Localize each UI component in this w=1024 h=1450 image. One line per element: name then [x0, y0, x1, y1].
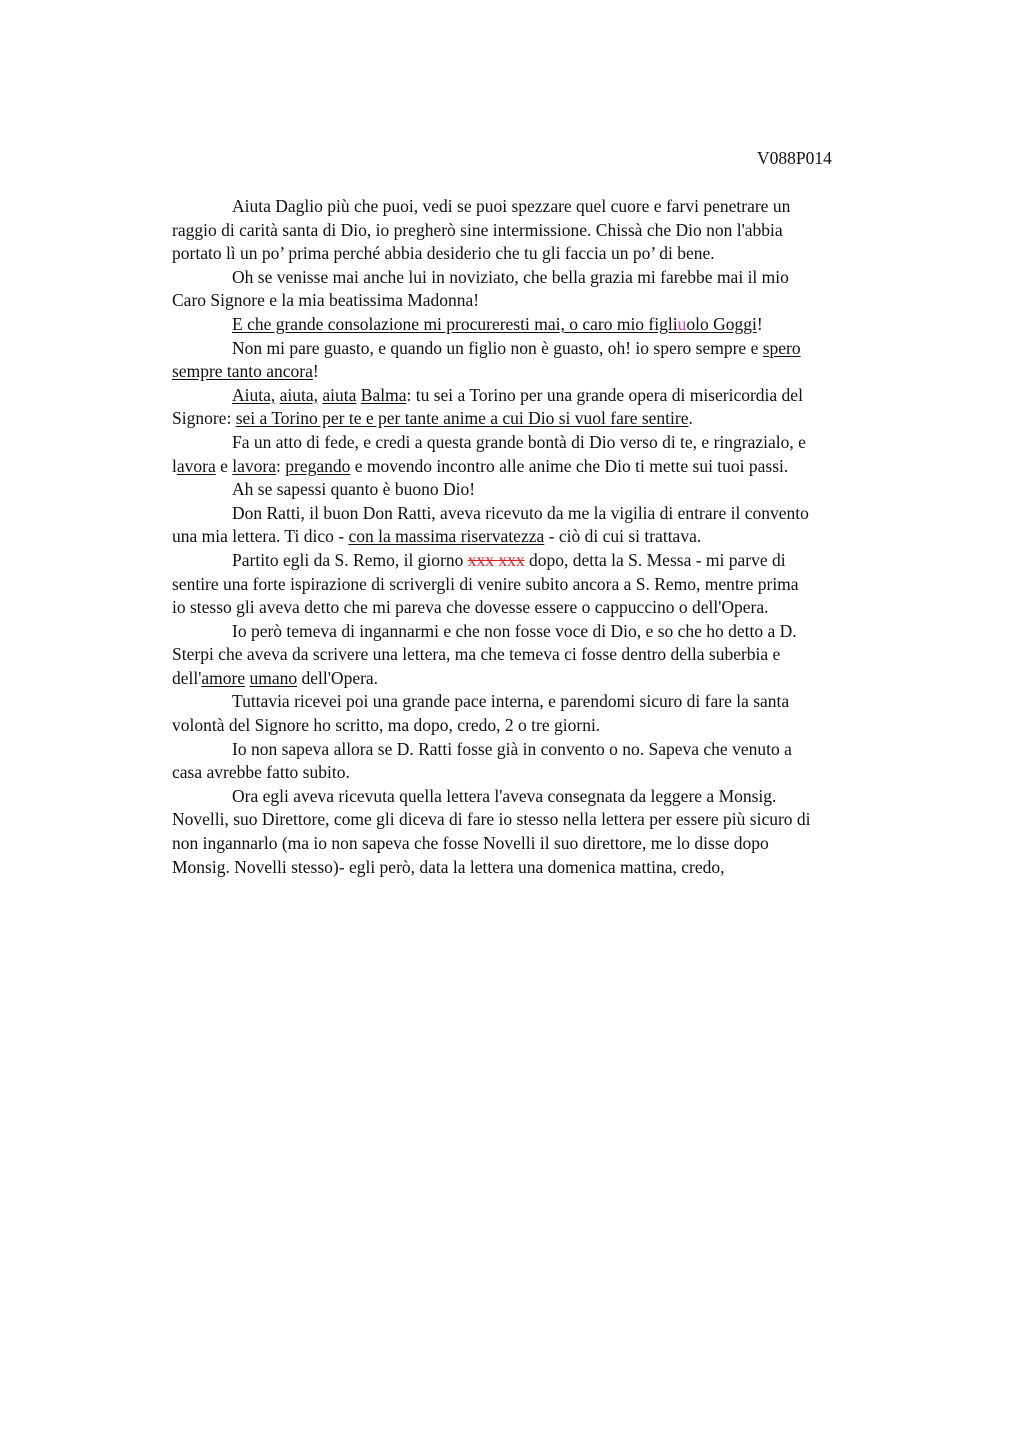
p5-underlined-b: aiuta, [279, 384, 319, 405]
p1-line-2: raggio di carità santa di Dio, io pregherò sine intermissione. Chissà che Dio non l'abbia [172, 219, 783, 240]
p4-text-a: Non mi pare guasto, e quando un figlio non è guasto, oh! io spero sempre e [232, 337, 763, 358]
p5-underlined-name: Balma [360, 384, 407, 405]
p3-inserted-letter: u [677, 313, 687, 334]
underlined-text [232, 314, 757, 334]
p10-text-d: dell'Opera. [297, 667, 379, 688]
p10-underlined-c: umano [249, 667, 298, 688]
p6-underlined-f: pregando [285, 455, 351, 476]
paragraph-4 [172, 337, 952, 384]
p6-text-c: e [215, 455, 233, 476]
paragraph-11 [172, 690, 952, 737]
letter-body [172, 195, 952, 879]
p5-text-f: Signore: [172, 408, 236, 429]
p1-line-1: Aiuta Daglio più che puoi, vedi se puoi spezzare quel cuore e farvi penetrare un [232, 196, 791, 216]
p6-line-1: Fa un atto di fede, e credi a questa grande bontà di Dio verso di te, e ringrazialo, e [232, 431, 806, 452]
p10-text-a: dell' [172, 667, 202, 688]
p5-underlined-g: sei a Torino per te e per tante anime a cui Dio si vuol fare sentire [235, 408, 689, 429]
p8-underlined-b: con la massima riservatezza [348, 526, 545, 547]
paragraph-13 [172, 785, 952, 879]
p11-line-1: Tuttavia ricevei poi una grande pace interna, e parendomi sicuro di fare la santa [232, 691, 790, 712]
p13-line-3: non ingannarlo (ma io non sapeva che fosse Novelli il suo direttore, me lo disse dopo [172, 833, 769, 854]
p9-line-3: io stesso gli aveva detto che mi pareva che dovesse essere o cappuccino o dell'Opera. [172, 597, 769, 618]
paragraph-6 [172, 431, 952, 478]
p10-underlined-b: amore [201, 667, 246, 688]
p5-punct: . [688, 408, 693, 429]
p3-text-c: olo Goggi [686, 313, 757, 334]
paragraph-7 [172, 478, 952, 502]
document-code: V088P014 [757, 148, 832, 168]
paragraph-3 [172, 313, 952, 337]
p2-line-1: Oh se venisse mai anche lui in noviziato, che bella grazia mi farebbe mai il mio [232, 266, 789, 287]
p6-text-a: l [172, 455, 177, 476]
p12-line-1: Io non sapeva allora se D. Ratti fosse già in convento o no. Sapeva che venuto a [232, 738, 792, 759]
p6-text-e: : [276, 455, 286, 476]
p9-text-a: Partito egli da S. Remo, il giorno [232, 549, 468, 570]
p11-line-2: volontà del Signore ho scritto, ma dopo, credo, 2 o tre giorni. [172, 715, 601, 736]
p10-line-2: Sterpi che aveva da scrivere una lettera, ma che temeva ci fosse dentro della suberbia e [172, 644, 781, 665]
paragraph-1 [172, 195, 952, 266]
p1-line-3: portato lì un po’ prima perché abbia desiderio che tu gli faccia un po’ di bene. [172, 243, 715, 264]
p8-line-1: Don Ratti, il buon Don Ratti, aveva ricevuto da me la vigilia di entrare il convento [232, 502, 809, 523]
paragraph-2 [172, 266, 952, 313]
p4-underlined-b: sempre tanto ancora [172, 361, 313, 382]
p4-punct: ! [312, 361, 319, 382]
p10-line-1: Io però temeva di ingannarmi e che non fosse voce di Dio, e so che ho detto a D. [232, 620, 797, 641]
p9-text-c: dopo, detta la S. Messa - mi parve di [524, 549, 786, 570]
p13-line-1: Ora egli aveva ricevuta quella lettera l'aveva consegnata da leggere a Monsig. [232, 785, 777, 806]
p3-text-a: E che grande consolazione mi procureresti mai, o caro mio figli [232, 313, 678, 334]
p2-line-2: Caro Signore e la mia beatissima Madonna! [172, 290, 480, 311]
paragraph-8 [172, 502, 952, 549]
p7-line: Ah se sapessi quanto è buono Dio! [232, 479, 476, 500]
p5-underlined-c: aiuta [322, 384, 357, 405]
p3-punct: ! [756, 313, 763, 334]
p13-line-2: Novelli, suo Direttore, come gli diceva di fare io stesso nella lettera per essere più sicuro di [172, 809, 811, 830]
p8-text-c: - ciò di cui si trattava. [544, 526, 702, 547]
p4-underlined-a: spero [762, 337, 801, 358]
p6-underlined-d: lavora [232, 455, 277, 476]
p5-underlined-a: Aiuta, [232, 384, 276, 405]
p6-underlined-b: avora [176, 455, 216, 476]
p6-text-g: e movendo incontro alle anime che Dio ti mette sui tuoi passi. [350, 455, 789, 476]
paragraph-10 [172, 620, 952, 691]
p13-line-4: Monsig. Novelli stesso)- egli però, data la lettera una domenica mattina, credo, [172, 856, 725, 877]
p12-line-2: casa avrebbe fatto subito. [172, 762, 350, 783]
p8-text-a: una mia lettera. Ti dico - [172, 526, 349, 547]
p9-struck-text: xxx xxx [467, 549, 525, 570]
paragraph-5 [172, 384, 952, 431]
p5-text-e: : tu sei a Torino per una grande opera di misericordia del [406, 384, 803, 405]
paragraph-9 [172, 549, 952, 620]
p9-line-2: sentire una forte ispirazione di scrivergli di venire subito ancora a S. Remo, mentre prima [172, 573, 799, 594]
paragraph-12 [172, 738, 952, 785]
